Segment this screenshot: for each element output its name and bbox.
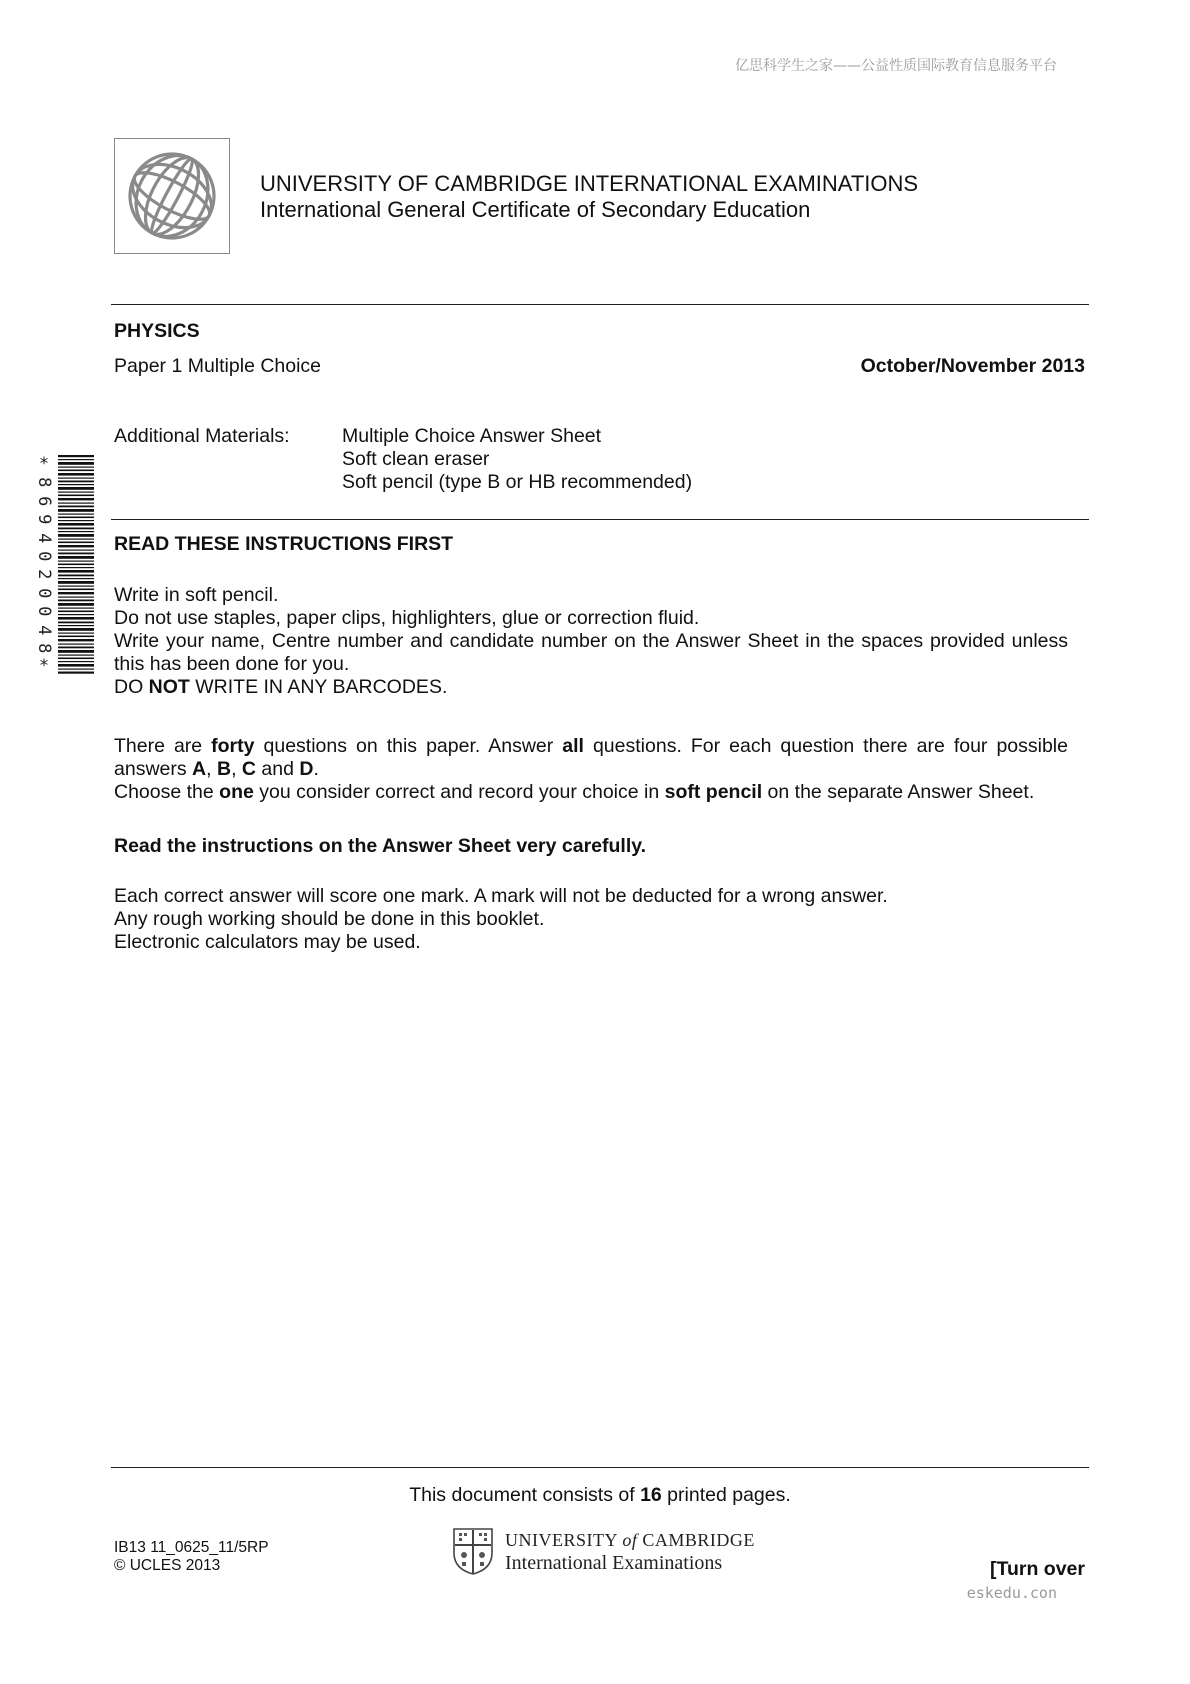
divider-bottom — [111, 1467, 1089, 1468]
paper-code: IB13 11_0625_11/5RP — [114, 1539, 269, 1556]
watermark-bottom: eskedu.con — [966, 1584, 1057, 1602]
exam-session: October/November 2013 — [860, 355, 1085, 377]
instruction-line: Electronic calculators may be used. — [114, 931, 421, 953]
subject-title: PHYSICS — [114, 320, 200, 342]
turn-over: [Turn over — [990, 1558, 1085, 1580]
header-line-2: International General Certificate of Secondary Education — [260, 197, 811, 222]
instructions-para-3: Read the instructions on the Answer Sheet very carefully. — [114, 835, 647, 857]
instruction-text: questions. For each question there are four possible answers — [114, 735, 1068, 780]
globe-icon — [125, 149, 219, 243]
barcode-digit: * — [38, 656, 50, 677]
exam-board-header — [260, 171, 918, 223]
cambridge-wordmark-line-2: International Examinations — [505, 1552, 723, 1574]
barcode-digit: 8 — [34, 477, 55, 488]
barcode-digit: 8 — [34, 643, 55, 654]
header-line-1: UNIVERSITY OF CAMBRIDGE INTERNATIONAL EXAMINATIONS — [260, 171, 919, 196]
instruction-text: WRITE IN ANY BARCODES. — [189, 676, 448, 698]
barcode-digit: 4 — [34, 624, 55, 635]
instruction-emphasis: one — [219, 781, 254, 803]
barcode-digit: * — [38, 454, 50, 474]
instruction-text: questions on this paper. Answer — [254, 735, 563, 757]
instruction-text: Choose the — [114, 781, 220, 803]
globe-logo — [114, 138, 230, 254]
divider-top — [111, 304, 1089, 305]
barcode — [58, 455, 94, 675]
cambridge-wordmark — [505, 1529, 755, 1575]
instruction-emphasis: soft pencil — [664, 781, 763, 803]
material-item: Multiple Choice Answer Sheet — [342, 425, 602, 447]
footer-text: printed pages. — [661, 1484, 791, 1506]
footer-text: This document consists of — [409, 1484, 641, 1506]
material-item: Soft clean eraser — [342, 448, 490, 470]
barcode-digit: 4 — [34, 532, 55, 543]
instructions-para-2 — [114, 735, 1068, 804]
barcode-digit: 0 — [34, 551, 55, 562]
divider-middle — [111, 519, 1089, 520]
wordmark-of: of — [622, 1530, 638, 1550]
instruction-text: on the separate Answer Sheet. — [762, 781, 1035, 803]
instruction-line: Any rough working should be done in this booklet. — [114, 908, 545, 930]
barcode-digit: 0 — [34, 587, 55, 599]
instruction-emphasis: forty — [211, 735, 255, 757]
cambridge-crest-icon — [452, 1527, 494, 1575]
instruction-line — [114, 735, 1068, 781]
barcode-digit: 0 — [34, 606, 55, 617]
instruction-line: Write your name, Centre number and candidate number on the Answer Sheet in the spaces provided unless this has been done for you. — [114, 630, 1068, 675]
barcode-digit: 9 — [34, 514, 55, 525]
materials-list — [342, 425, 692, 494]
copyright: © UCLES 2013 — [114, 1557, 221, 1574]
instruction-line — [114, 781, 1068, 804]
barcode-digit: 6 — [34, 495, 55, 507]
instruction-text: , — [231, 758, 242, 780]
instructions-para-4 — [114, 885, 1068, 954]
option-letter: D — [299, 758, 314, 780]
instruction-emphasis: all — [562, 735, 584, 757]
watermark-top: 亿思科学生之家——公益性质国际教育信息服务平台 — [735, 58, 1057, 74]
instruction-text: and — [256, 758, 300, 780]
option-letter: C — [241, 758, 256, 780]
instruction-emphasis: NOT — [148, 676, 190, 698]
instruction-line: Do not use staples, paper clips, highlighters, glue or correction fluid. — [114, 607, 700, 629]
instruction-text: DO — [114, 676, 149, 698]
wordmark-university: UNIVERSITY — [505, 1530, 618, 1550]
cambridge-wordmark-line-1 — [505, 1529, 755, 1551]
instructions-para-1 — [114, 584, 1068, 699]
instructions-heading: READ THESE INSTRUCTIONS FIRST — [114, 533, 454, 555]
material-item: Soft pencil (type B or HB recommended) — [342, 471, 693, 493]
page-count-note — [0, 1484, 1190, 1507]
materials-label: Additional Materials: — [114, 425, 290, 447]
instruction-line: Each correct answer will score one mark. A mark will not be deducted for a wrong answer. — [114, 885, 888, 907]
barcode-digits — [34, 455, 54, 676]
option-letter: A — [192, 758, 207, 780]
instruction-text: There are — [114, 735, 212, 757]
instruction-text: you consider correct and record your choice in — [253, 781, 665, 803]
wordmark-cambridge: CAMBRIDGE — [642, 1530, 755, 1550]
barcode-digit: 2 — [34, 569, 55, 580]
instruction-line: Write in soft pencil. — [114, 584, 279, 606]
page-count: 16 — [640, 1484, 662, 1506]
option-letter: B — [216, 758, 232, 780]
paper-title: Paper 1 Multiple Choice — [114, 355, 322, 377]
instruction-text: , — [206, 758, 217, 780]
instruction-line — [114, 676, 1068, 699]
document-code — [114, 1539, 269, 1575]
instruction-text: . — [313, 758, 319, 780]
